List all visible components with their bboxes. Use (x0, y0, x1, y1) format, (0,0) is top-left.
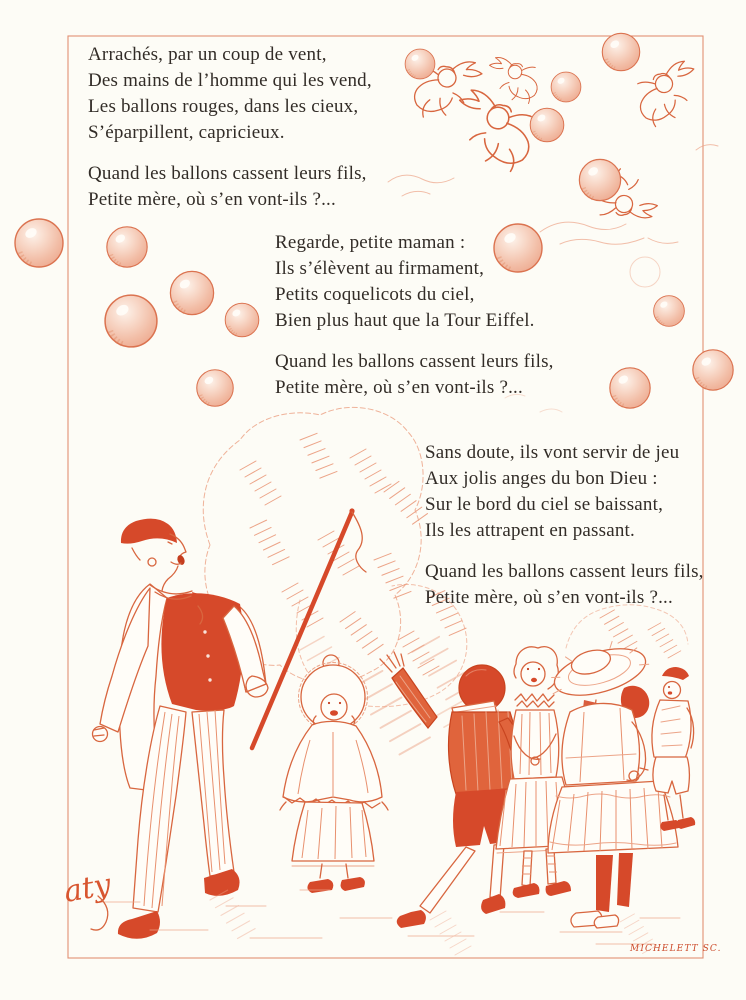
shoe (481, 894, 505, 914)
balloon (107, 227, 147, 267)
balloon (610, 368, 650, 408)
poem-line: Bien plus haut que la Tour Eiffel. (275, 310, 535, 331)
poem-line: Ils les attrapent en passant. (425, 520, 635, 541)
poem-line: Petite mère, où s’en vont-ils ?... (425, 587, 673, 608)
poem-line: Regarde, petite maman : (275, 232, 466, 253)
poem-stanza-1 (88, 42, 372, 213)
engraver-credit: MICHELETT SC. (630, 944, 722, 954)
shoe (341, 877, 365, 891)
poem-line: Quand les ballons cassent leurs fils, (88, 163, 367, 184)
poem-refrain (425, 559, 704, 611)
stocking (596, 855, 613, 912)
poem-line: Ils s’élèvent au firmament, (275, 258, 485, 279)
poem-line: Quand les ballons cassent leurs fils, (275, 351, 554, 372)
poem-line: S’éparpillent, capricieux. (88, 122, 285, 143)
child-girl-bonnet (280, 655, 388, 893)
poem-line: Petite mère, où s’en vont-ils ?... (88, 189, 336, 210)
cherub-diving (579, 158, 659, 228)
balloon (225, 303, 259, 337)
cherub (490, 58, 581, 104)
poem-line: Les ballons rouges, dans les cieux, (88, 96, 359, 117)
balloon (693, 350, 733, 390)
balloon-seller (93, 519, 269, 939)
poem-refrain (88, 161, 372, 213)
shoe (118, 911, 160, 939)
balloon (530, 108, 564, 142)
shoe (677, 817, 695, 829)
balloon (105, 295, 157, 347)
poem-line: Des mains de l’homme qui les vend, (88, 70, 372, 91)
shoe (307, 879, 333, 893)
balloon (579, 159, 620, 200)
poem-line: Petits coquelicots du ciel, (275, 284, 475, 305)
balloon (405, 49, 435, 79)
balloon (602, 33, 639, 70)
poem-refrain (275, 349, 554, 401)
shoe (594, 915, 618, 928)
cherub (602, 33, 704, 129)
cherub (405, 49, 483, 124)
balloon (15, 219, 63, 267)
poem-line: Sur le bord du ciel se baissant, (425, 494, 664, 515)
balloon (551, 72, 581, 102)
cap (121, 519, 177, 544)
poem-stanza-3 (425, 440, 704, 611)
cap (662, 667, 689, 680)
poem-line: Sans doute, ils vont servir de jeu (425, 442, 680, 463)
svg-text:aty: aty (61, 867, 114, 910)
poem-line: Petite mère, où s’en vont-ils ?... (275, 377, 523, 398)
child-boy-reaching (380, 652, 524, 928)
poem-stanza-2 (275, 230, 554, 401)
poem-line: Aux jolis anges du bon Dieu : (425, 468, 658, 489)
poem-line: Quand les ballons cassent leurs fils, (425, 561, 704, 582)
stocking (617, 853, 633, 907)
balloon (170, 271, 213, 314)
shoe (513, 883, 540, 898)
poem-line: Arrachés, par un coup de vent, (88, 44, 327, 65)
balloon (197, 370, 233, 406)
shoe (397, 910, 426, 928)
faint-balloon-sketch (630, 257, 660, 287)
artist-signature (61, 867, 114, 930)
cherub (449, 88, 564, 174)
balloon (654, 296, 685, 327)
